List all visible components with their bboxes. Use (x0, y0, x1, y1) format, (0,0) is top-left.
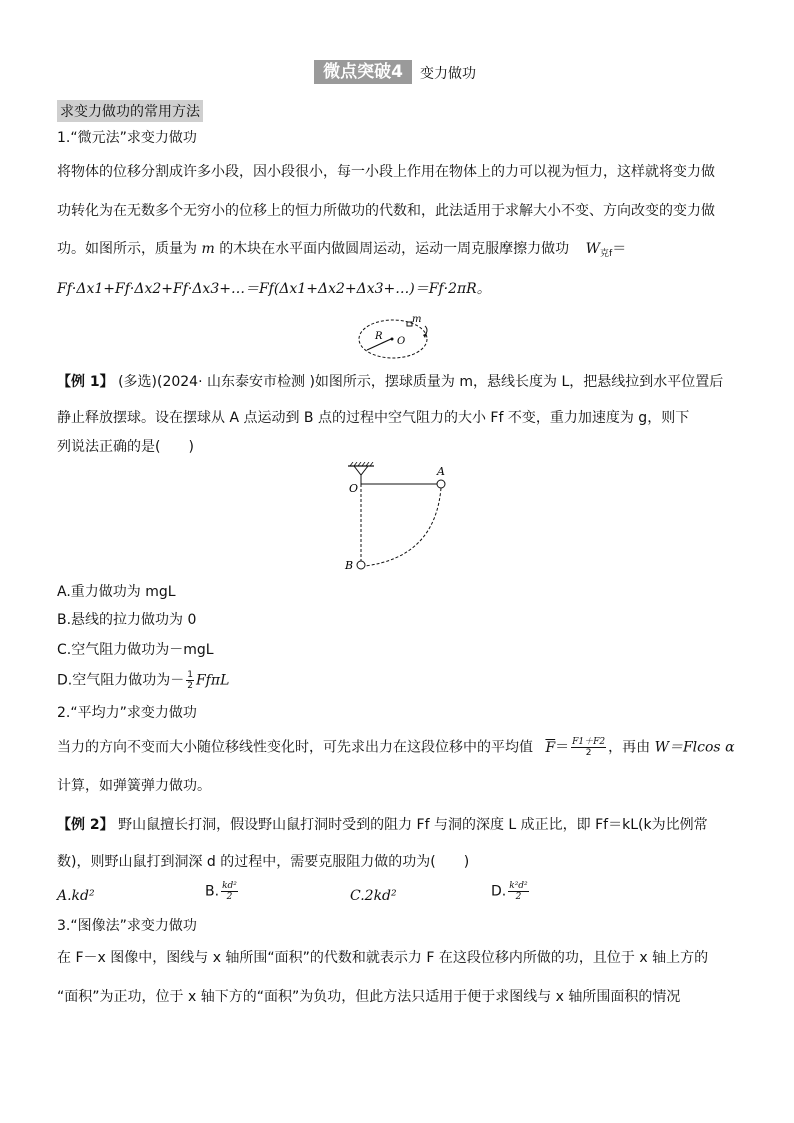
example1-option-c: C.空气阻力做功为－mgL (57, 642, 214, 658)
example2-option-b: B. $\frac{\text{kd²}}{2}$ (205, 881, 237, 902)
method1-paragraph-line1: 将物体的位移分割成许多小段，因小段很小，每一小段上作用在物体上的力可以视为恒力，这样就将变力做 (57, 164, 715, 180)
method1-heading: 1.“微元法”求变力做功 (57, 130, 197, 146)
method3-paragraph-line2: “面积”为正功，位于 x 轴下方的“面积”为负功，但此方法只适用于便于求图线与 x 轴所围面积的情况 (57, 989, 681, 1005)
method3-heading: 3.“图像法”求变力做功 (57, 918, 197, 934)
example2-line2: 数)，则野山鼠打到洞深 d 的过程中，需要克服阻力做的功为( ) (57, 854, 470, 870)
radius-label: R (375, 331, 383, 342)
example2-option-a: A.kd² (57, 888, 95, 904)
method2-heading: 2.“平均力”求变力做功 (57, 705, 197, 721)
example1-line3: 列说法正确的是( ) (57, 439, 194, 455)
method1-paragraph-line3: 功。如图所示，质量为 m 的木块在水平面内做圆周运动，运动一周克服摩擦力做功 $W_{克f}=$ (57, 241, 627, 259)
example1-line1: 【例 1】 (多选)(2024· 山东泰安市检测 )如图所示，摆球质量为 m，悬线长度为 L，把悬线拉到水平位置后 (57, 374, 724, 390)
example2-option-c: C.2kd² (350, 888, 397, 904)
method3-paragraph-line1: 在 F－x 图像中，图线与 x 轴所围“面积”的代数和就表示力 F 在这段位移内所做的功，且位于 x 轴上方的 (57, 950, 709, 966)
example1-line2: 静止释放摆球。设在摆球从 A 点运动到 B 点的过程中空气阻力的大小 Ff 不变，重力加速度为 g，则下 (57, 410, 690, 426)
page-title: 变力做功 (420, 66, 476, 82)
example1-option-b: B.悬线的拉力做功为 0 (57, 612, 197, 628)
section-heading: 求变力做功的常用方法 (57, 100, 203, 122)
circle-motion-diagram (355, 312, 435, 362)
pendulum-diagram (340, 462, 455, 577)
mass-label: m (412, 314, 422, 325)
example2-line1: 【例 2】 野山鼠擅长打洞，假设野山鼠打洞时受到的阻力 Ff 与洞的深度 L 成正比，即 Ff＝kL(k为比例常 (57, 817, 708, 833)
example1-option-a: A.重力做功为 mgL (57, 584, 176, 600)
center-label: O (397, 336, 406, 347)
method1-formula: Ff·Δx1+Ff·Δx2+Ff·Δx3+…＝Ff(Δx1+Δx2+Δx3+…)＝Ff·2πR。 (57, 281, 491, 297)
point-b-label: B (345, 559, 354, 572)
example2-option-d: D. $\frac{\text{k²d²}}{2}$ (491, 881, 528, 902)
pivot-label: O (349, 482, 359, 495)
method2-paragraph-line1: 当力的方向不变而大小随位移线性变化时，可先求出力在这段位移中的平均值 $\overline{F}=$ $\frac{F1+F2}{2}$ ，再由 W＝Flcos α (57, 737, 735, 758)
method2-paragraph-line2: 计算，如弹簧弹力做功。 (57, 778, 211, 794)
example1-option-d: D.空气阻力做功为－ $\frac{1}{2}$ FfπL (57, 670, 230, 691)
method1-paragraph-line2: 功转化为在无数多个无穷小的位移上的恒力所做功的代数和，此法适用于求解大小不变、方向改变的变力做 (57, 203, 715, 219)
point-a-label: A (437, 465, 445, 478)
section-badge: 微点突破4 (314, 60, 412, 84)
